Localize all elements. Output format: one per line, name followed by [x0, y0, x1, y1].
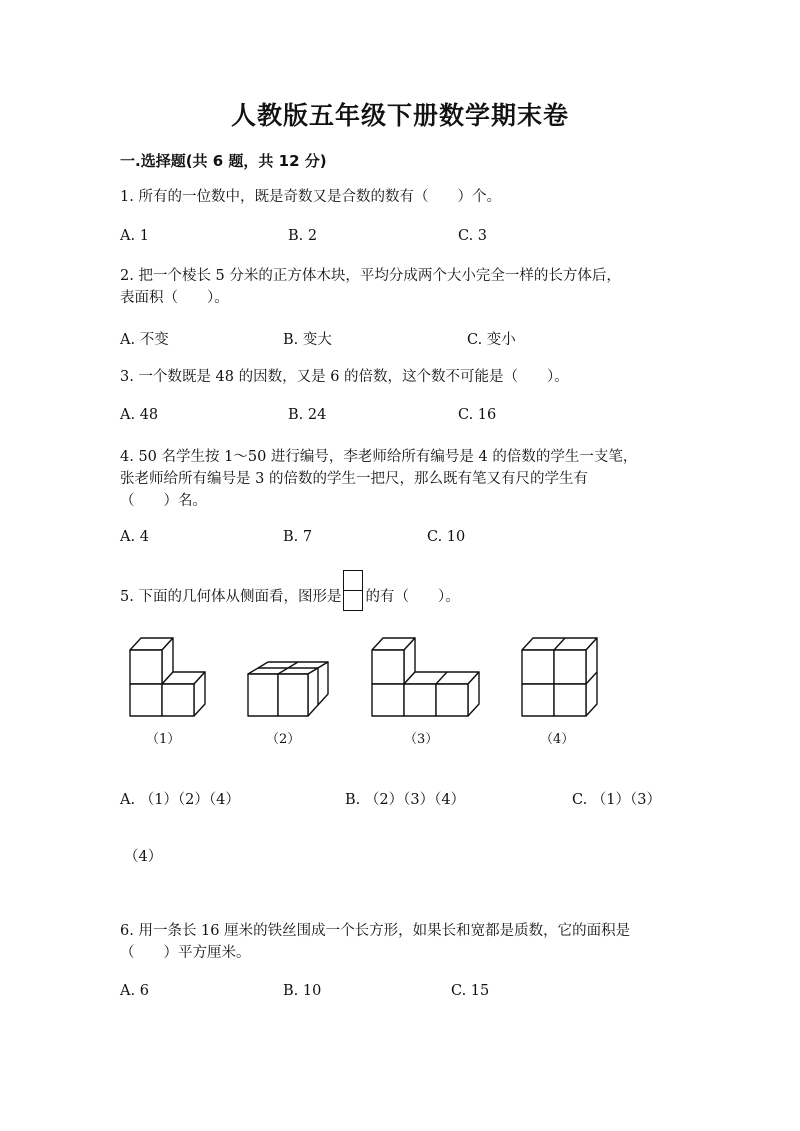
question-4-option-a[interactable]: A. 4	[120, 529, 149, 545]
question-3-option-c[interactable]: C. 16	[458, 407, 497, 423]
solid-figure-4	[512, 630, 612, 730]
question-5-text	[120, 576, 460, 618]
question-5-option-a[interactable]: A. （1）（2）（4）	[120, 792, 240, 808]
question-5-option-b[interactable]: B. （2）（3）（4）	[345, 792, 466, 808]
figure-3-label: （3）	[404, 732, 439, 747]
question-5-option-c[interactable]: C. （1）（3）	[572, 792, 661, 808]
question-6-option-b[interactable]: B. 10	[283, 983, 322, 999]
question-1-option-a[interactable]: A. 1	[120, 228, 149, 244]
question-2-option-b[interactable]: B. 变大	[283, 332, 332, 348]
question-2-option-c[interactable]: C. 变小	[467, 332, 516, 348]
question-5-option-c-wrap: （4）	[124, 849, 163, 865]
question-4-option-b[interactable]: B. 7	[283, 529, 313, 545]
figure-2-label: （2）	[266, 732, 301, 747]
question-2-text-line2: 表面积（ ）。	[120, 290, 229, 306]
two-square-side-view-icon	[343, 570, 363, 612]
section-heading: 一.选择题(共 6 题，共 12 分)	[120, 152, 327, 170]
question-1-option-b[interactable]: B. 2	[288, 228, 318, 244]
solid-figure-2	[238, 630, 338, 730]
question-5-text-before: 5. 下面的几何体从侧面看，图形是	[120, 589, 342, 605]
question-3-text: 3. 一个数既是 48 的因数，又是 6 的倍数，这个数不可能是（ ）。	[120, 369, 569, 385]
question-2-option-a[interactable]: A. 不变	[120, 332, 169, 348]
question-1-text: 1. 所有的一位数中，既是奇数又是合数的数有（ ）个。	[120, 189, 501, 205]
question-4-text-line2: 张老师给所有编号是 3 的倍数的学生一把尺，那么既有笔又有尺的学生有	[120, 471, 588, 487]
question-6-option-a[interactable]: A. 6	[120, 983, 149, 999]
question-3-option-b[interactable]: B. 24	[288, 407, 327, 423]
question-5-text-after: 的有（ ）。	[365, 589, 460, 605]
page-title: 人教版五年级下册数学期末卷	[230, 101, 569, 130]
question-6-option-c[interactable]: C. 15	[451, 983, 490, 999]
question-3-option-a[interactable]: A. 48	[120, 407, 159, 423]
question-6-text-line2: （ ）平方厘米。	[120, 945, 251, 961]
question-4-option-c[interactable]: C. 10	[427, 529, 466, 545]
figure-1-label: （1）	[146, 732, 181, 747]
question-4-text-line1: 4. 50 名学生按 1～50 进行编号，李老师给所有编号是 4 的倍数的学生一支笔，	[120, 449, 638, 465]
question-1-option-c[interactable]: C. 3	[458, 228, 488, 244]
solid-figure-1	[120, 630, 220, 730]
figure-4-label: （4）	[540, 732, 575, 747]
question-6-text-line1: 6. 用一条长 16 厘米的铁丝围成一个长方形，如果长和宽都是质数，它的面积是	[120, 923, 631, 939]
solid-figure-3	[362, 630, 492, 730]
question-4-text-line3: （ ）名。	[120, 493, 207, 509]
question-2-text-line1: 2. 把一个棱长 5 分米的正方体木块，平均分成两个大小完全一样的长方体后，	[120, 268, 621, 284]
